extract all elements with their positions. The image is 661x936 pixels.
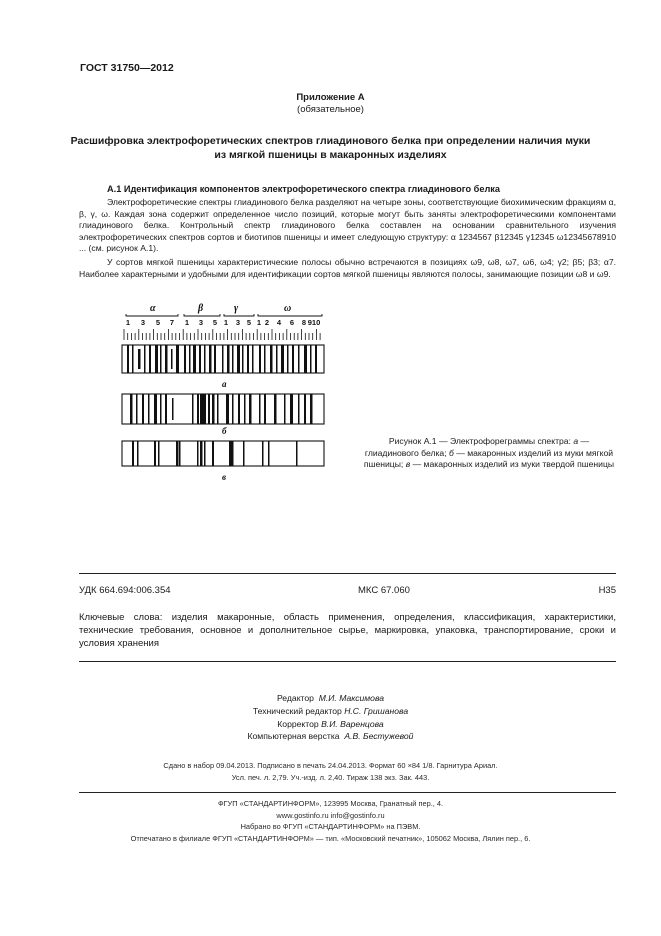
position-label: 1 <box>223 318 229 327</box>
staff-name: Н.С. Гришанова <box>344 705 409 716</box>
electrophoresis-band <box>171 349 173 369</box>
electrophoresis-band <box>172 398 174 420</box>
electrophoresis-band <box>227 345 230 373</box>
electrophoresis-band <box>148 394 150 424</box>
print-info-line-1: Сдано в набор 09.04.2013. Подписано в печать 24.04.2013. Формат 60 ×84 1/8. Гарнитура Ариал. <box>163 761 498 770</box>
page-header-standard: ГОСТ 31750—2012 <box>80 62 174 74</box>
electrophoresis-band <box>200 441 203 466</box>
position-label: 5 <box>155 318 161 327</box>
electrophoresis-band <box>158 441 160 466</box>
publisher-line-2: www.gostinfo.ru info@gostinfo.ru <box>276 810 385 820</box>
electrophoresis-band <box>281 345 284 373</box>
paragraph-2-text: У сортов мягкой пшеницы характеристические полосы обычно встречаются в позициях ω9, ω8, ω7, ω6, ω4; γ2; β5; β3; α7. Наиболее характерными и удобными для идентификации сортов мягкой пшеницы являются полосы, занимающие позиции ω8 и ω9. <box>79 257 616 279</box>
electrophoresis-band <box>179 441 181 466</box>
staff-name: В.И. Варенцова <box>321 718 384 729</box>
strip-a-label: а <box>222 379 227 389</box>
divider-middle <box>79 661 616 662</box>
staff-name: А.В. Бестужевой <box>344 731 414 742</box>
appendix-title: Приложение А <box>296 92 365 103</box>
electrophoresis-band <box>310 394 313 424</box>
electrophoresis-band <box>154 441 156 466</box>
electrophoresis-band <box>284 394 286 424</box>
position-label: 3 <box>198 318 204 327</box>
figure-caption <box>362 436 616 471</box>
electrophoresis-band <box>137 441 139 466</box>
electrophoresis-band <box>204 345 206 373</box>
electrophoresis-band <box>209 345 212 373</box>
electrophoresis-band <box>226 394 229 424</box>
staff-role: Корректор <box>277 718 319 729</box>
electrophoresis-band <box>144 345 146 373</box>
position-labels <box>126 318 320 327</box>
position-label: 6 <box>289 318 295 327</box>
electrophoresis-band <box>199 345 201 373</box>
electrophoresis-band <box>238 394 240 424</box>
caption-b-letter: б <box>448 447 454 458</box>
electrophoresis-band <box>130 394 133 424</box>
electrophoresis-band <box>290 394 293 424</box>
position-label: 4 <box>276 318 282 327</box>
electrophoresis-band <box>247 345 249 373</box>
electrophoresis-band <box>217 394 219 424</box>
position-label: 3 <box>140 318 146 327</box>
zone-label-omega: ω <box>284 303 292 314</box>
electrophoresis-band <box>298 345 300 373</box>
electrophoresis-band <box>138 349 141 369</box>
electrophoresis-band <box>292 345 294 373</box>
strip-c-label: в <box>222 472 227 482</box>
electrophoresis-band <box>184 345 186 373</box>
paragraph-1-text: Электрофоретические спектры глиадинового белка разделяют на четыре зоны, соответствующие биохимическим фракциям α, β, γ, ω. Каждая зона содержит определенное число позиций, которые могут быть заняты электрофоретическими компонентами глиадинового белка. Контрольный спектр глиадинового белка составлен на основании сравнительного изучения электрофоретических спектров сортов и биотипов пшеницы и имеет следующую структуру: α 1234567 β12345 γ12345 ω12345678910 ... (см. рисунок А.1). <box>79 197 616 254</box>
caption-b-text: — макаронных изделий из муки мягкой пшеницы; <box>363 447 614 470</box>
electrophoresis-band <box>244 394 246 424</box>
electrophoresis-band <box>249 394 252 424</box>
electrophoresis-band <box>237 345 240 373</box>
electrophoresis-band <box>176 441 179 466</box>
electrophoresis-band <box>132 441 134 466</box>
electrophoresis-band <box>149 345 151 373</box>
electrophoresis-band <box>214 345 216 373</box>
electrophoresis-band <box>268 441 270 466</box>
keywords: Ключевые слова: изделия макаронные, область применения, определения, классификация, характеристики, технические требования, основное и дополнительное сырье, маркировка, упаковка, транспортирование, сроки и условия хранения <box>79 612 616 649</box>
electrophoresis-band <box>259 345 261 373</box>
udk-code: УДК 664.694:006.354 <box>79 585 171 596</box>
position-ticks <box>124 329 320 340</box>
staff-role: Компьютерная верстка <box>247 731 340 742</box>
electrophoresis-band <box>315 345 317 373</box>
divider-bottom <box>79 792 616 793</box>
paragraph-1 <box>79 197 616 255</box>
zone-label-beta: β <box>198 303 204 314</box>
staff-list <box>0 692 661 743</box>
section-heading: А.1 Идентификация компонентов электрофоретического спектра глиадинового белка <box>107 184 500 194</box>
position-label: 910 <box>307 318 321 327</box>
caption-a-letter: а <box>573 436 579 446</box>
electrophoresis-band <box>232 345 234 373</box>
strip-a-bands <box>127 345 317 373</box>
strip-b-frame <box>122 394 324 424</box>
electrophoregram-figure <box>118 300 328 485</box>
publisher-info <box>0 798 661 844</box>
staff-role: Технический редактор <box>252 705 342 716</box>
publisher-line-3: Набрано во ФГУП «СТАНДАРТИНФОРМ» на ПЭВМ. <box>240 822 421 831</box>
electrophoresis-band <box>197 394 199 424</box>
electrophoresis-band <box>189 345 191 373</box>
electrophoresis-band <box>222 345 224 373</box>
electrophoresis-band <box>160 345 162 373</box>
electrophoresis-band <box>132 345 134 373</box>
position-label: 5 <box>246 318 252 327</box>
electrophoresis-band <box>243 441 245 466</box>
position-label: 3 <box>235 318 241 327</box>
electrophoresis-band <box>242 345 244 373</box>
strip-c-bands <box>132 441 298 466</box>
caption-c-letter: в <box>405 459 411 470</box>
strip-b-bands <box>130 394 313 424</box>
electrophoresis-band <box>304 394 306 424</box>
appendix-status: (обязательное) <box>297 104 364 115</box>
print-info-line-2: Усл. печ. л. 2,79. Уч.-изд. л. 2,40. Тираж 138 экз. Зак. 443. <box>231 772 430 782</box>
strip-c-frame <box>122 441 324 466</box>
publisher-line-4: Отпечатано в филиале ФГУП «СТАНДАРТИНФОРМ» — тип. «Московский печатник», 105062 Москва, Лялин пер., 6. <box>130 833 531 843</box>
electrophoresis-band <box>310 345 312 373</box>
electrophoresis-band <box>232 394 234 424</box>
caption-c-text: — макаронных изделий из муки твердой пшеницы <box>412 459 615 470</box>
staff-proofreader <box>0 718 661 731</box>
electrophoresis-band <box>274 394 277 424</box>
strip-b-label: б <box>222 426 227 436</box>
electrophoresis-band <box>165 345 168 373</box>
electrophoresis-band <box>232 441 234 466</box>
staff-layout <box>0 730 661 743</box>
main-title: Расшифровка электрофоретических спектров глиадинового белка при определении наличия муки из мягкой пшеницы в макаронных изделиях <box>70 135 591 161</box>
zone-label-gamma: γ <box>234 303 239 314</box>
electrophoresis-band <box>262 441 264 466</box>
electrophoresis-band <box>155 345 158 373</box>
publisher-line-1: ФГУП «СТАНДАРТИНФОРМ», 123995 Москва, Гранатный пер., 4. <box>217 799 444 808</box>
electrophoresis-band <box>264 394 266 424</box>
electrophoresis-band <box>270 345 273 373</box>
position-label: 2 <box>264 318 270 327</box>
okstu-code: Н35 <box>598 585 616 596</box>
position-label: 7 <box>169 318 175 327</box>
electrophoresis-band <box>200 394 206 424</box>
electrophoresis-band <box>165 394 167 424</box>
electrophoresis-band <box>296 441 298 466</box>
electrophoresis-band <box>264 345 266 373</box>
electrophoresis-band <box>298 394 300 424</box>
electrophoresis-band <box>212 394 215 424</box>
staff-tech-editor <box>0 705 661 718</box>
electrophoresis-band <box>276 345 278 373</box>
caption-prefix: Рисунок А.1 — Электрофореграммы спектра: <box>388 436 571 446</box>
electrophoresis-band <box>212 441 214 466</box>
zone-label-alpha: α <box>150 303 156 314</box>
electrophoresis-band <box>160 394 162 424</box>
caption-a-text: — глиадинового белка; <box>364 436 590 458</box>
electrophoresis-band <box>208 394 210 424</box>
electrophoresis-band <box>136 394 138 424</box>
position-label: 1 <box>184 318 190 327</box>
electrophoresis-band <box>197 441 199 466</box>
electrophoresis-band <box>287 345 289 373</box>
mks-code: МКС 67.060 <box>358 585 410 596</box>
position-label: 1 <box>256 318 262 327</box>
electrophoresis-band <box>252 345 254 373</box>
electrophoresis-band <box>127 345 129 373</box>
electrophoresis-band <box>176 345 179 373</box>
staff-name: М.И. Максимова <box>318 693 385 703</box>
electrophoresis-band <box>142 394 144 424</box>
divider-top <box>79 573 616 574</box>
staff-editor <box>0 692 661 705</box>
position-label: 1 <box>125 318 131 327</box>
print-info <box>0 760 661 783</box>
staff-role: Редактор <box>276 693 314 703</box>
electrophoresis-band <box>259 394 261 424</box>
zone-brackets <box>126 314 322 316</box>
electrophoresis-band <box>204 441 206 466</box>
paragraph-2 <box>79 257 616 280</box>
position-label: 5 <box>212 318 218 327</box>
electrophoresis-band <box>192 394 194 424</box>
electrophoresis-band <box>304 345 307 373</box>
electrophoresis-band <box>193 345 196 373</box>
electrophoresis-band <box>229 441 232 466</box>
position-label: 8 <box>301 318 307 327</box>
electrophoresis-band <box>154 394 157 424</box>
